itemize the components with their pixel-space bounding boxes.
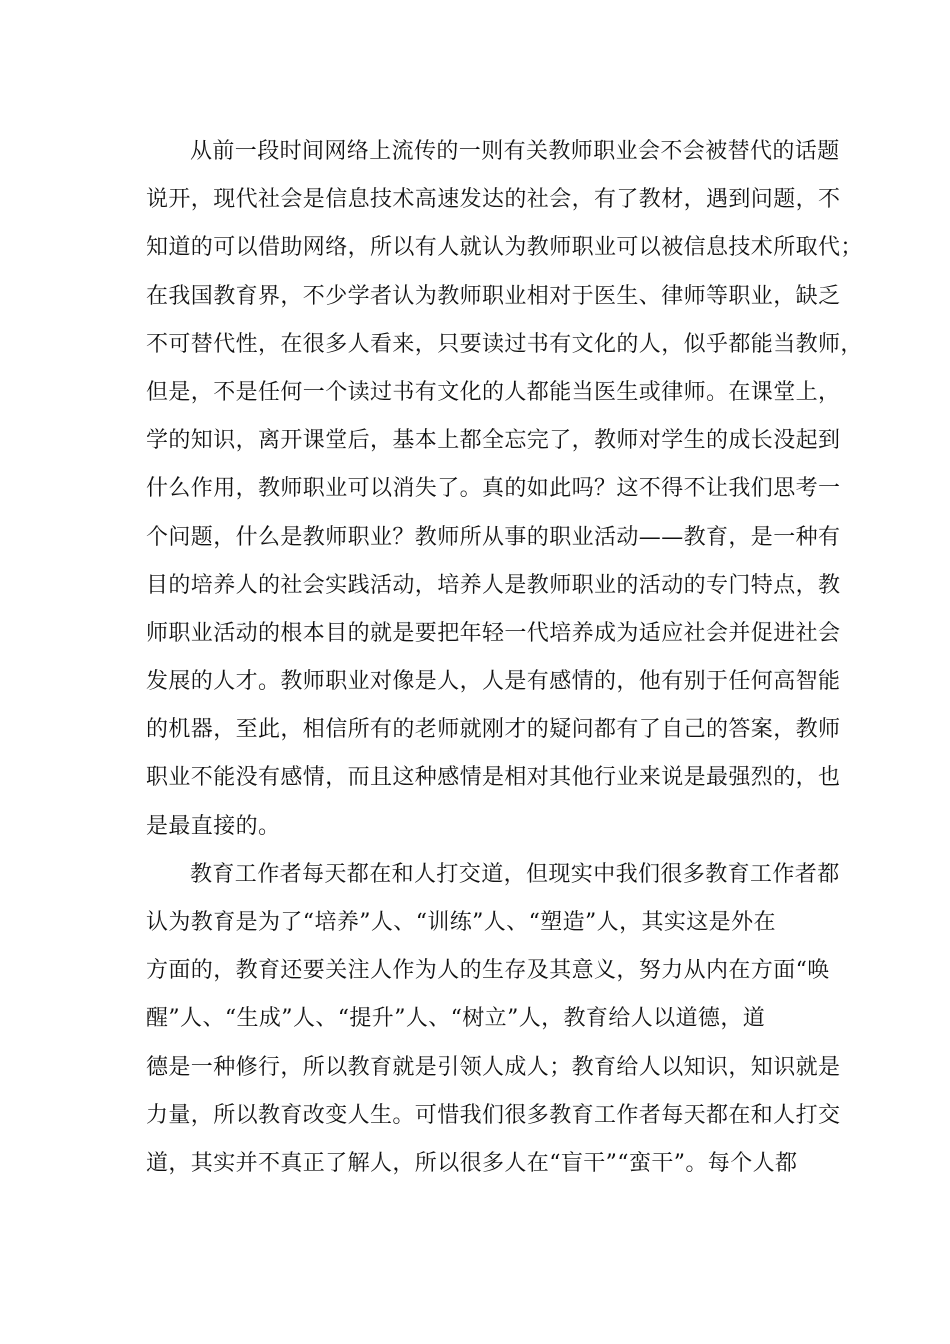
- text-line: 教育工作者每天都在和人打交道，但现实中我们很多教育工作者都: [190, 861, 840, 887]
- text-line: 师职业活动的根本目的就是要把年轻一代培养成为适应社会并促进社会: [146, 620, 841, 646]
- document-body: [146, 128, 863, 1188]
- text-line: 不可替代性，在很多人看来，只要读过书有文化的人，似乎都能当教师，: [146, 331, 863, 357]
- text-line: 是最直接的。: [146, 813, 281, 839]
- text-line: 个问题，什么是教师职业？教师所从事的职业活动——教育，是一种有: [146, 524, 841, 550]
- text-line: 什么作用，教师职业可以消失了。真的如此吗？这不得不让我们思考一: [146, 476, 841, 502]
- text-line: 方面的，教育还要关注人作为人的生存及其意义，努力从内在方面“唤: [146, 958, 830, 984]
- paragraph-1: [146, 128, 863, 851]
- text-line: 从前一段时间网络上流传的一则有关教师职业会不会被替代的话题: [190, 139, 840, 164]
- text-line: 但是，不是任何一个读过书有文化的人都能当医生或律师。在课堂上，: [146, 379, 841, 405]
- text-line: 道，其实并不真正了解人，所以很多人在“盲干”“蛮干”。每个人都: [146, 1150, 798, 1176]
- text-line: 说开，现代社会是信息技术高速发达的社会，有了教材，遇到问题，不: [146, 187, 841, 213]
- text-line: 德是一种修行，所以教育就是引领人成人；教育给人以知识，知识就是: [146, 1054, 841, 1080]
- text-line: 在我国教育界，不少学者认为教师职业相对于医生、律师等职业，缺乏: [146, 283, 841, 309]
- text-line: 力量，所以教育改变人生。可惜我们很多教育工作者每天都在和人打交: [146, 1102, 841, 1128]
- text-line: 的机器，至此，相信所有的老师就刚才的疑问都有了自己的答案，教师: [146, 717, 841, 743]
- text-line: 目的培养人的社会实践活动，培养人是教师职业的活动的专门特点，教: [146, 572, 841, 598]
- text-line: 发展的人才。教师职业对像是人，人是有感情的，他有别于任何高智能: [146, 669, 841, 695]
- text-line: 知道的可以借助网络，所以有人就认为教师职业可以被信息技术所取代；: [146, 235, 863, 261]
- paragraph-2: [146, 851, 846, 1188]
- text-line: 学的知识，离开课堂后，基本上都全忘完了，教师对学生的成长没起到: [146, 428, 841, 454]
- text-line: 醒”人、“生成”人、“提升”人、“树立”人，教育给人以道德，道: [146, 1006, 766, 1032]
- text-line: 职业不能没有感情，而且这种感情是相对其他行业来说是最强烈的，也: [146, 765, 841, 791]
- text-line: 认为教育是为了“培养”人、“训练”人、“塑造”人，其实这是外在: [146, 910, 776, 935]
